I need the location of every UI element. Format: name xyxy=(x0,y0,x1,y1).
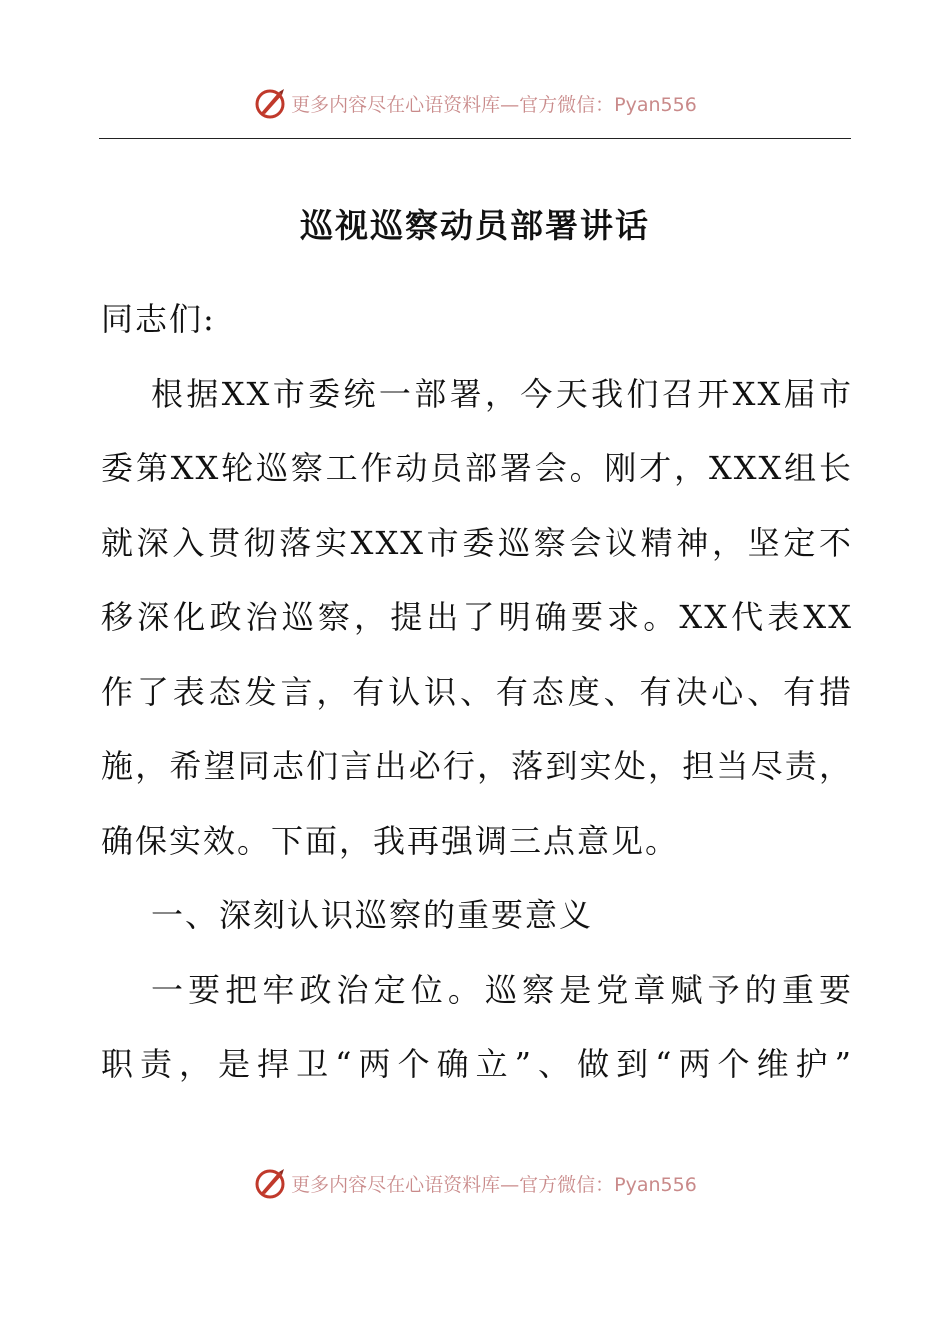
footer-watermark xyxy=(0,1163,950,1203)
paragraph-line: 根据XX市委统一部署，今天我们召开XX届市 xyxy=(151,374,853,413)
document-body xyxy=(101,282,853,1102)
paragraph-line: 一要把牢政治定位。巡察是党章赋予的重要 xyxy=(151,970,853,1009)
footer-watermark-id: Pyan556 xyxy=(614,1173,697,1196)
document-title: 巡视巡察动员部署讲话 xyxy=(300,206,650,245)
quill-logo-icon xyxy=(253,1166,287,1200)
footer-watermark-cn: 更多内容尽在心语资料库—官方微信： xyxy=(291,1173,615,1196)
header-watermark-cn: 更多内容尽在心语资料库—官方微信： xyxy=(291,93,615,116)
salutation-line: 同志们: xyxy=(101,300,216,338)
footer-watermark-text xyxy=(291,1170,697,1197)
paragraph-line: 移深化政治巡察，提出了明确要求。XX代表XX xyxy=(101,598,853,636)
paragraph-line: 委第XX轮巡察工作动员部署会。刚才，XXX组长 xyxy=(101,449,853,487)
paragraph-line: 作了表态发言，有认识、有态度、有决心、有措 xyxy=(101,672,853,711)
header-rule xyxy=(99,138,851,139)
paragraph-line: 确保实效。下面，我再强调三点意见。 xyxy=(101,821,680,860)
paragraph-line: 就深入贯彻落实XXX市委巡察会议精神，坚定不 xyxy=(101,523,853,562)
quill-logo-icon xyxy=(253,86,287,120)
section-heading: 一、深刻认识巡察的重要意义 xyxy=(151,896,594,934)
header-watermark-text xyxy=(291,90,697,117)
header-watermark-id: Pyan556 xyxy=(614,93,697,116)
paragraph-line: 施，希望同志们言出必行，落到实处，担当尽责， xyxy=(101,747,853,785)
header-watermark xyxy=(0,83,950,123)
paragraph-line: 职责，是捍卫“两个确立”、做到“两个维护” xyxy=(101,1045,853,1083)
